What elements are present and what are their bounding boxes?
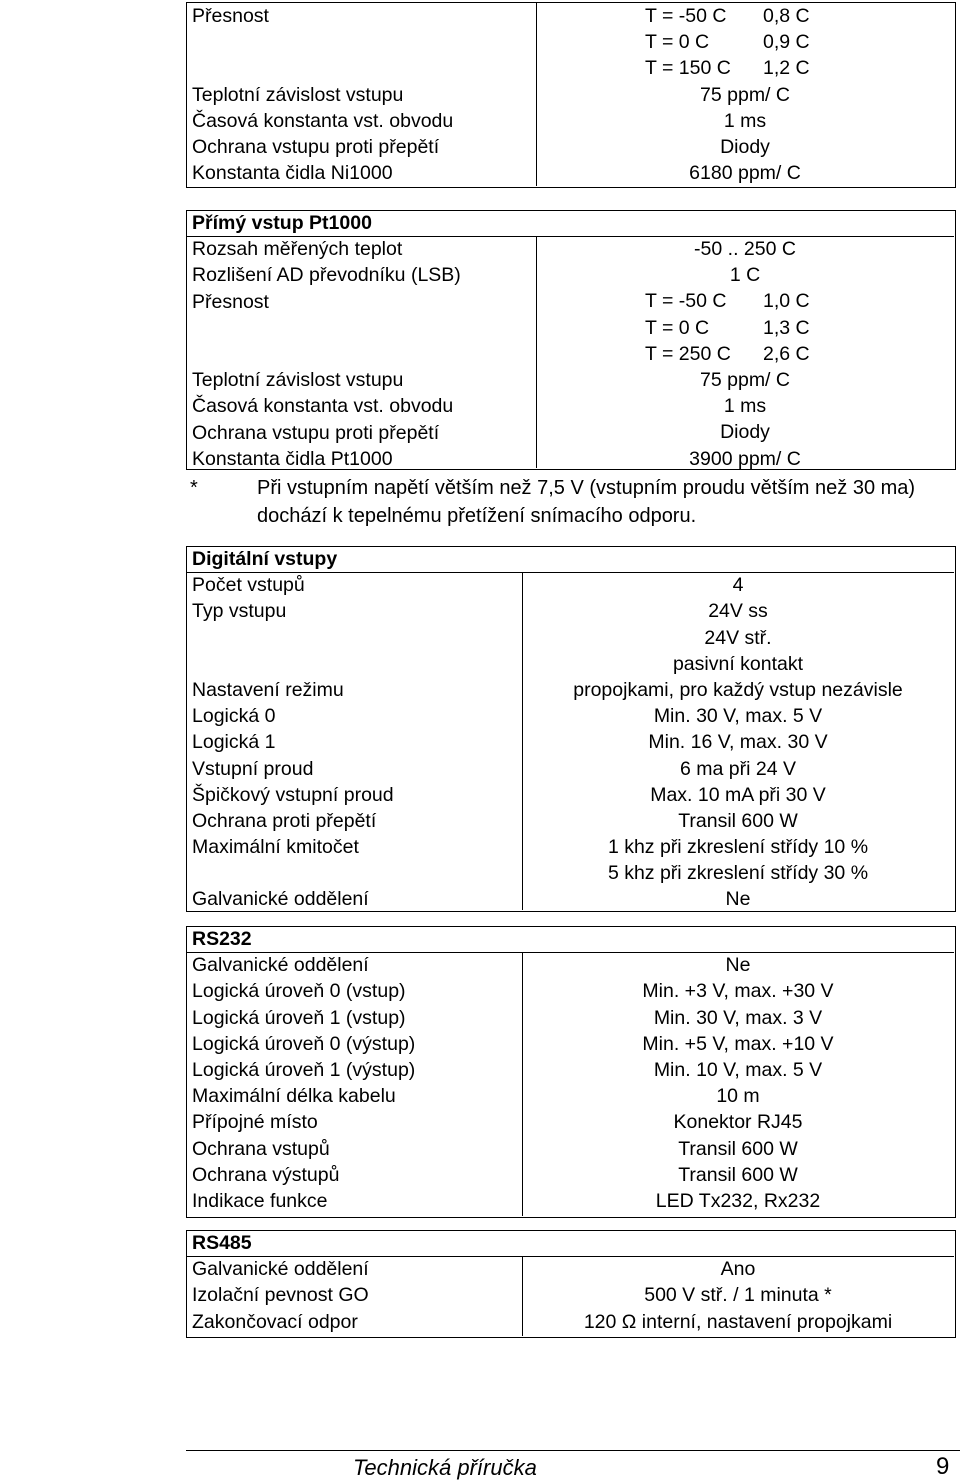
accuracy-temp: T = -50 C bbox=[645, 5, 727, 27]
peak-current-label: Špičkový vstupní proud bbox=[192, 783, 394, 806]
accuracy-temp: T = -50 C bbox=[645, 290, 727, 313]
rs232-row-label: Logická úroveň 1 (vstup) bbox=[192, 1006, 406, 1029]
rs232-values bbox=[523, 952, 953, 1214]
rs232-labels bbox=[192, 926, 518, 1214]
rs232-row-value: Konektor RJ45 bbox=[673, 1111, 803, 1134]
logic-1-label: Logická 1 bbox=[192, 731, 276, 754]
rs485-title: RS485 bbox=[192, 1232, 252, 1254]
digital-values bbox=[523, 572, 953, 912]
input-current-value: 6 ma při 24 V bbox=[680, 757, 796, 780]
overvoltage-label: Ochrana vstupu proti přepětí bbox=[192, 421, 440, 444]
rs232-row-label: Logická úroveň 0 (vstup) bbox=[192, 980, 406, 1003]
resolution-label: Rozlišení AD převodníku (LSB) bbox=[192, 264, 461, 287]
top-section-labels bbox=[192, 3, 532, 186]
top-section-values bbox=[537, 82, 953, 187]
overvoltage-value: Diody bbox=[720, 135, 770, 158]
rs232-row-label: Přípojné místo bbox=[192, 1111, 318, 1134]
overvoltage-label: Ochrana proti přepětí bbox=[192, 809, 377, 832]
logic-0-label: Logická 0 bbox=[192, 705, 276, 728]
page-number: 9 bbox=[936, 1453, 950, 1480]
time-constant-value: 1 ms bbox=[723, 109, 767, 132]
mode-setting-value: propojkami, pro každý vstup nezávisle bbox=[573, 678, 903, 701]
rs485-labels bbox=[192, 1230, 518, 1335]
overvoltage-label: Ochrana vstupu proti přepětí bbox=[192, 135, 440, 158]
max-frequency-value: 5 khz při zkreslení střídy 30 % bbox=[607, 862, 869, 885]
resolution-value: 1 C bbox=[729, 264, 761, 287]
rs485-row-value: Ano bbox=[720, 1258, 756, 1281]
inputs-count-label: Počet vstupů bbox=[192, 574, 305, 597]
galvanic-isolation-value: Ne bbox=[725, 888, 751, 911]
time-constant-value: 1 ms bbox=[723, 395, 767, 418]
rs232-row-label: Logická úroveň 1 (výstup) bbox=[192, 1058, 416, 1081]
input-type-value: 24V stř. bbox=[704, 626, 772, 649]
max-frequency-value: 1 khz při zkreslení střídy 10 % bbox=[607, 836, 869, 859]
rs232-row-label: Ochrana výstupů bbox=[192, 1163, 340, 1186]
rs232-row-value: Transil 600 W bbox=[678, 1137, 798, 1160]
inputs-count-value: 4 bbox=[732, 574, 744, 597]
top-section-accuracy-values bbox=[645, 3, 855, 82]
rs232-row-value: Transil 600 W bbox=[678, 1163, 798, 1186]
max-frequency-label: Maximální kmitočet bbox=[192, 836, 359, 859]
rs485-row-label: Zakončovací odpor bbox=[192, 1310, 358, 1333]
pt1000-title: Přímý vstup Pt1000 bbox=[192, 212, 372, 234]
pt1000-accuracy-values bbox=[645, 288, 855, 367]
temp-dependence-value: 75 ppm/ C bbox=[700, 369, 790, 391]
accuracy-temp: T = 0 C bbox=[645, 31, 710, 54]
digital-labels bbox=[192, 546, 518, 913]
rs232-row-value: Min. 10 V, max. 5 V bbox=[653, 1058, 823, 1081]
accuracy-label: Přesnost bbox=[192, 290, 269, 313]
sensor-constant-value: 3900 ppm/ C bbox=[689, 447, 801, 470]
rs232-row-value: Min. +3 V, max. +30 V bbox=[642, 980, 834, 1003]
time-constant-label: Časová konstanta vst. obvodu bbox=[192, 395, 454, 418]
overvoltage-value: Transil 600 W bbox=[678, 809, 798, 832]
footer-rule bbox=[186, 1450, 960, 1451]
rs232-row-value: Min. 30 V, max. 3 V bbox=[653, 1006, 823, 1029]
time-constant-label: Časová konstanta vst. obvodu bbox=[192, 109, 454, 132]
rs232-row-label: Galvanické oddělení bbox=[192, 954, 369, 977]
range-value: -50 .. 250 C bbox=[694, 238, 796, 260]
sensor-constant-label: Konstanta čidla Pt1000 bbox=[192, 447, 393, 470]
footnote-text: Při vstupním napětí větším než 7,5 V (vstupním proudu větším než 30 ma) dochází k tepelnému přetížení snímacího odporu. bbox=[257, 477, 916, 527]
rs485-values bbox=[523, 1256, 953, 1335]
accuracy-temp: T = 250 C bbox=[645, 342, 731, 365]
rs232-row-label: Indikace funkce bbox=[192, 1189, 328, 1212]
rs232-title: RS232 bbox=[192, 928, 252, 950]
rs485-row-label: Galvanické oddělení bbox=[192, 1258, 369, 1281]
accuracy-temp: T = 150 C bbox=[645, 57, 731, 80]
temp-dependence-label: Teplotní závislost vstupu bbox=[192, 369, 404, 392]
temp-dependence-value: 75 ppm/ C bbox=[700, 83, 790, 106]
accuracy-value: 0,8 C bbox=[763, 5, 810, 27]
rs232-row-value: Ne bbox=[725, 954, 751, 977]
rs232-row-label: Logická úroveň 0 (výstup) bbox=[192, 1032, 416, 1055]
accuracy-value: 1,3 C bbox=[763, 316, 810, 339]
rs232-row-label: Ochrana vstupů bbox=[192, 1137, 330, 1160]
temp-dependence-label: Teplotní závislost vstupu bbox=[192, 83, 404, 106]
pt1000-values bbox=[537, 367, 953, 472]
range-label: Rozsah měřených teplot bbox=[192, 238, 403, 261]
rs232-row-label: Maximální délka kabelu bbox=[192, 1085, 396, 1108]
overvoltage-value: Diody bbox=[720, 421, 770, 444]
footnote-star: * bbox=[190, 477, 198, 499]
accuracy-value: 0,9 C bbox=[763, 31, 810, 54]
accuracy-value: 1,2 C bbox=[763, 57, 810, 80]
peak-current-value: Max. 10 mA při 30 V bbox=[650, 783, 826, 806]
rs232-row-value: Min. +5 V, max. +10 V bbox=[642, 1032, 834, 1055]
input-type-label: Typ vstupu bbox=[192, 600, 287, 623]
rs232-row-value: 10 m bbox=[716, 1085, 760, 1108]
accuracy-value: 2,6 C bbox=[763, 342, 810, 365]
logic-1-value: Min. 16 V, max. 30 V bbox=[648, 731, 828, 754]
accuracy-label: Přesnost bbox=[192, 5, 269, 27]
rs485-row-value: 500 V stř. / 1 minuta * bbox=[644, 1284, 832, 1307]
accuracy-value: 1,0 C bbox=[763, 290, 810, 313]
input-current-label: Vstupní proud bbox=[192, 757, 314, 780]
logic-0-value: Min. 30 V, max. 5 V bbox=[653, 705, 823, 728]
pt1000-top-values bbox=[537, 236, 953, 288]
pt1000-labels bbox=[192, 210, 532, 472]
mode-setting-label: Nastavení režimu bbox=[192, 678, 344, 701]
input-type-value: pasivní kontakt bbox=[672, 652, 804, 675]
input-type-value: 24V ss bbox=[708, 600, 768, 623]
sensor-constant-label: Konstanta čidla Ni1000 bbox=[192, 162, 393, 185]
rs485-row-label: Izolační pevnost GO bbox=[192, 1284, 369, 1307]
footer-title: Technická příručka bbox=[353, 1455, 537, 1480]
galvanic-isolation-label: Galvanické oddělení bbox=[192, 888, 369, 911]
digital-title: Digitální vstupy bbox=[192, 548, 338, 570]
rs485-row-value: 120 Ω interní, nastavení propojkami bbox=[583, 1310, 893, 1333]
accuracy-temp: T = 0 C bbox=[645, 316, 710, 339]
rs232-row-value: LED Tx232, Rx232 bbox=[655, 1189, 821, 1212]
sensor-constant-value: 6180 ppm/ C bbox=[689, 162, 801, 185]
